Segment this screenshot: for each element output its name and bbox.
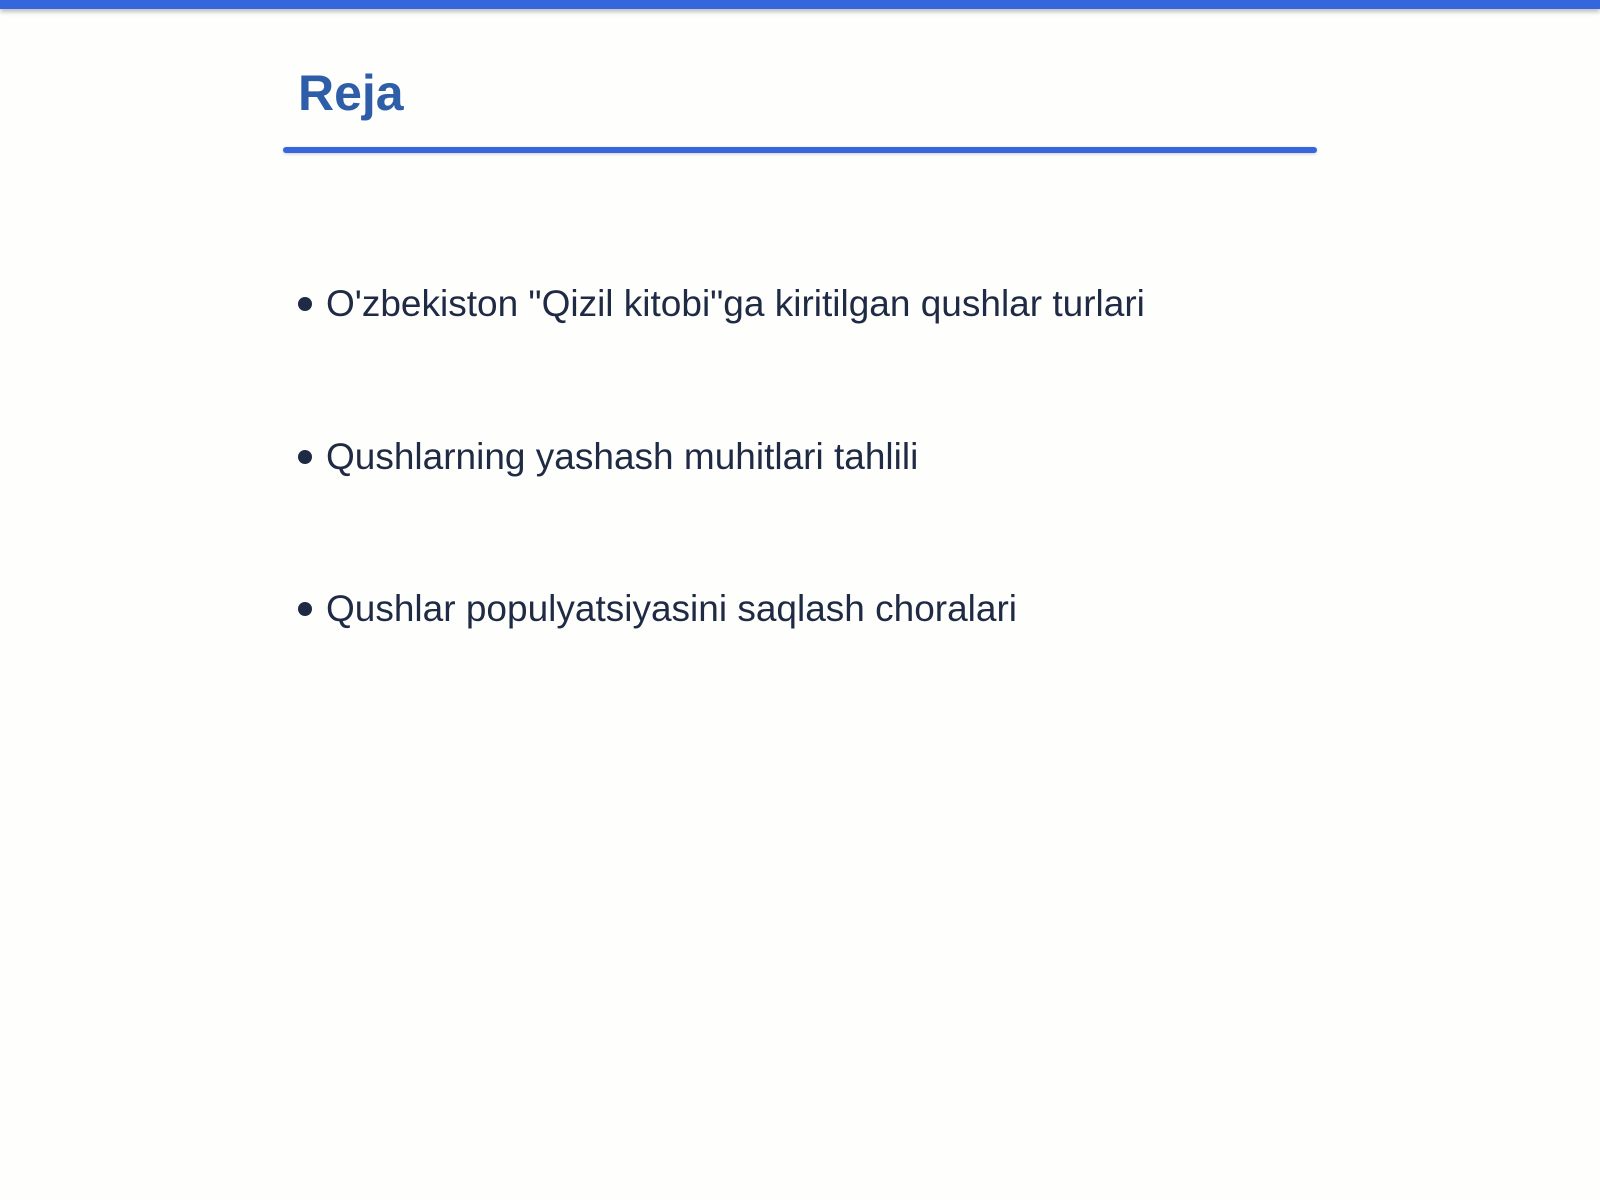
bullet-text: Qushlar populyatsiyasini saqlash choralari [326,588,1018,629]
bullet-text: Qushlarning yashash muhitlari tahlili [326,436,919,477]
top-accent-bar [0,0,1600,9]
bullet-icon [298,297,312,311]
title-underline [283,147,1317,153]
list-item [298,285,1145,322]
slide-title: Reja [298,65,404,121]
list-item [298,438,918,475]
bullet-icon [298,450,312,464]
list-item [298,590,1017,627]
bullet-icon [298,602,312,616]
bullet-text: O'zbekiston "Qizil kitobi"ga kiritilgan qushlar turlari [326,283,1145,324]
